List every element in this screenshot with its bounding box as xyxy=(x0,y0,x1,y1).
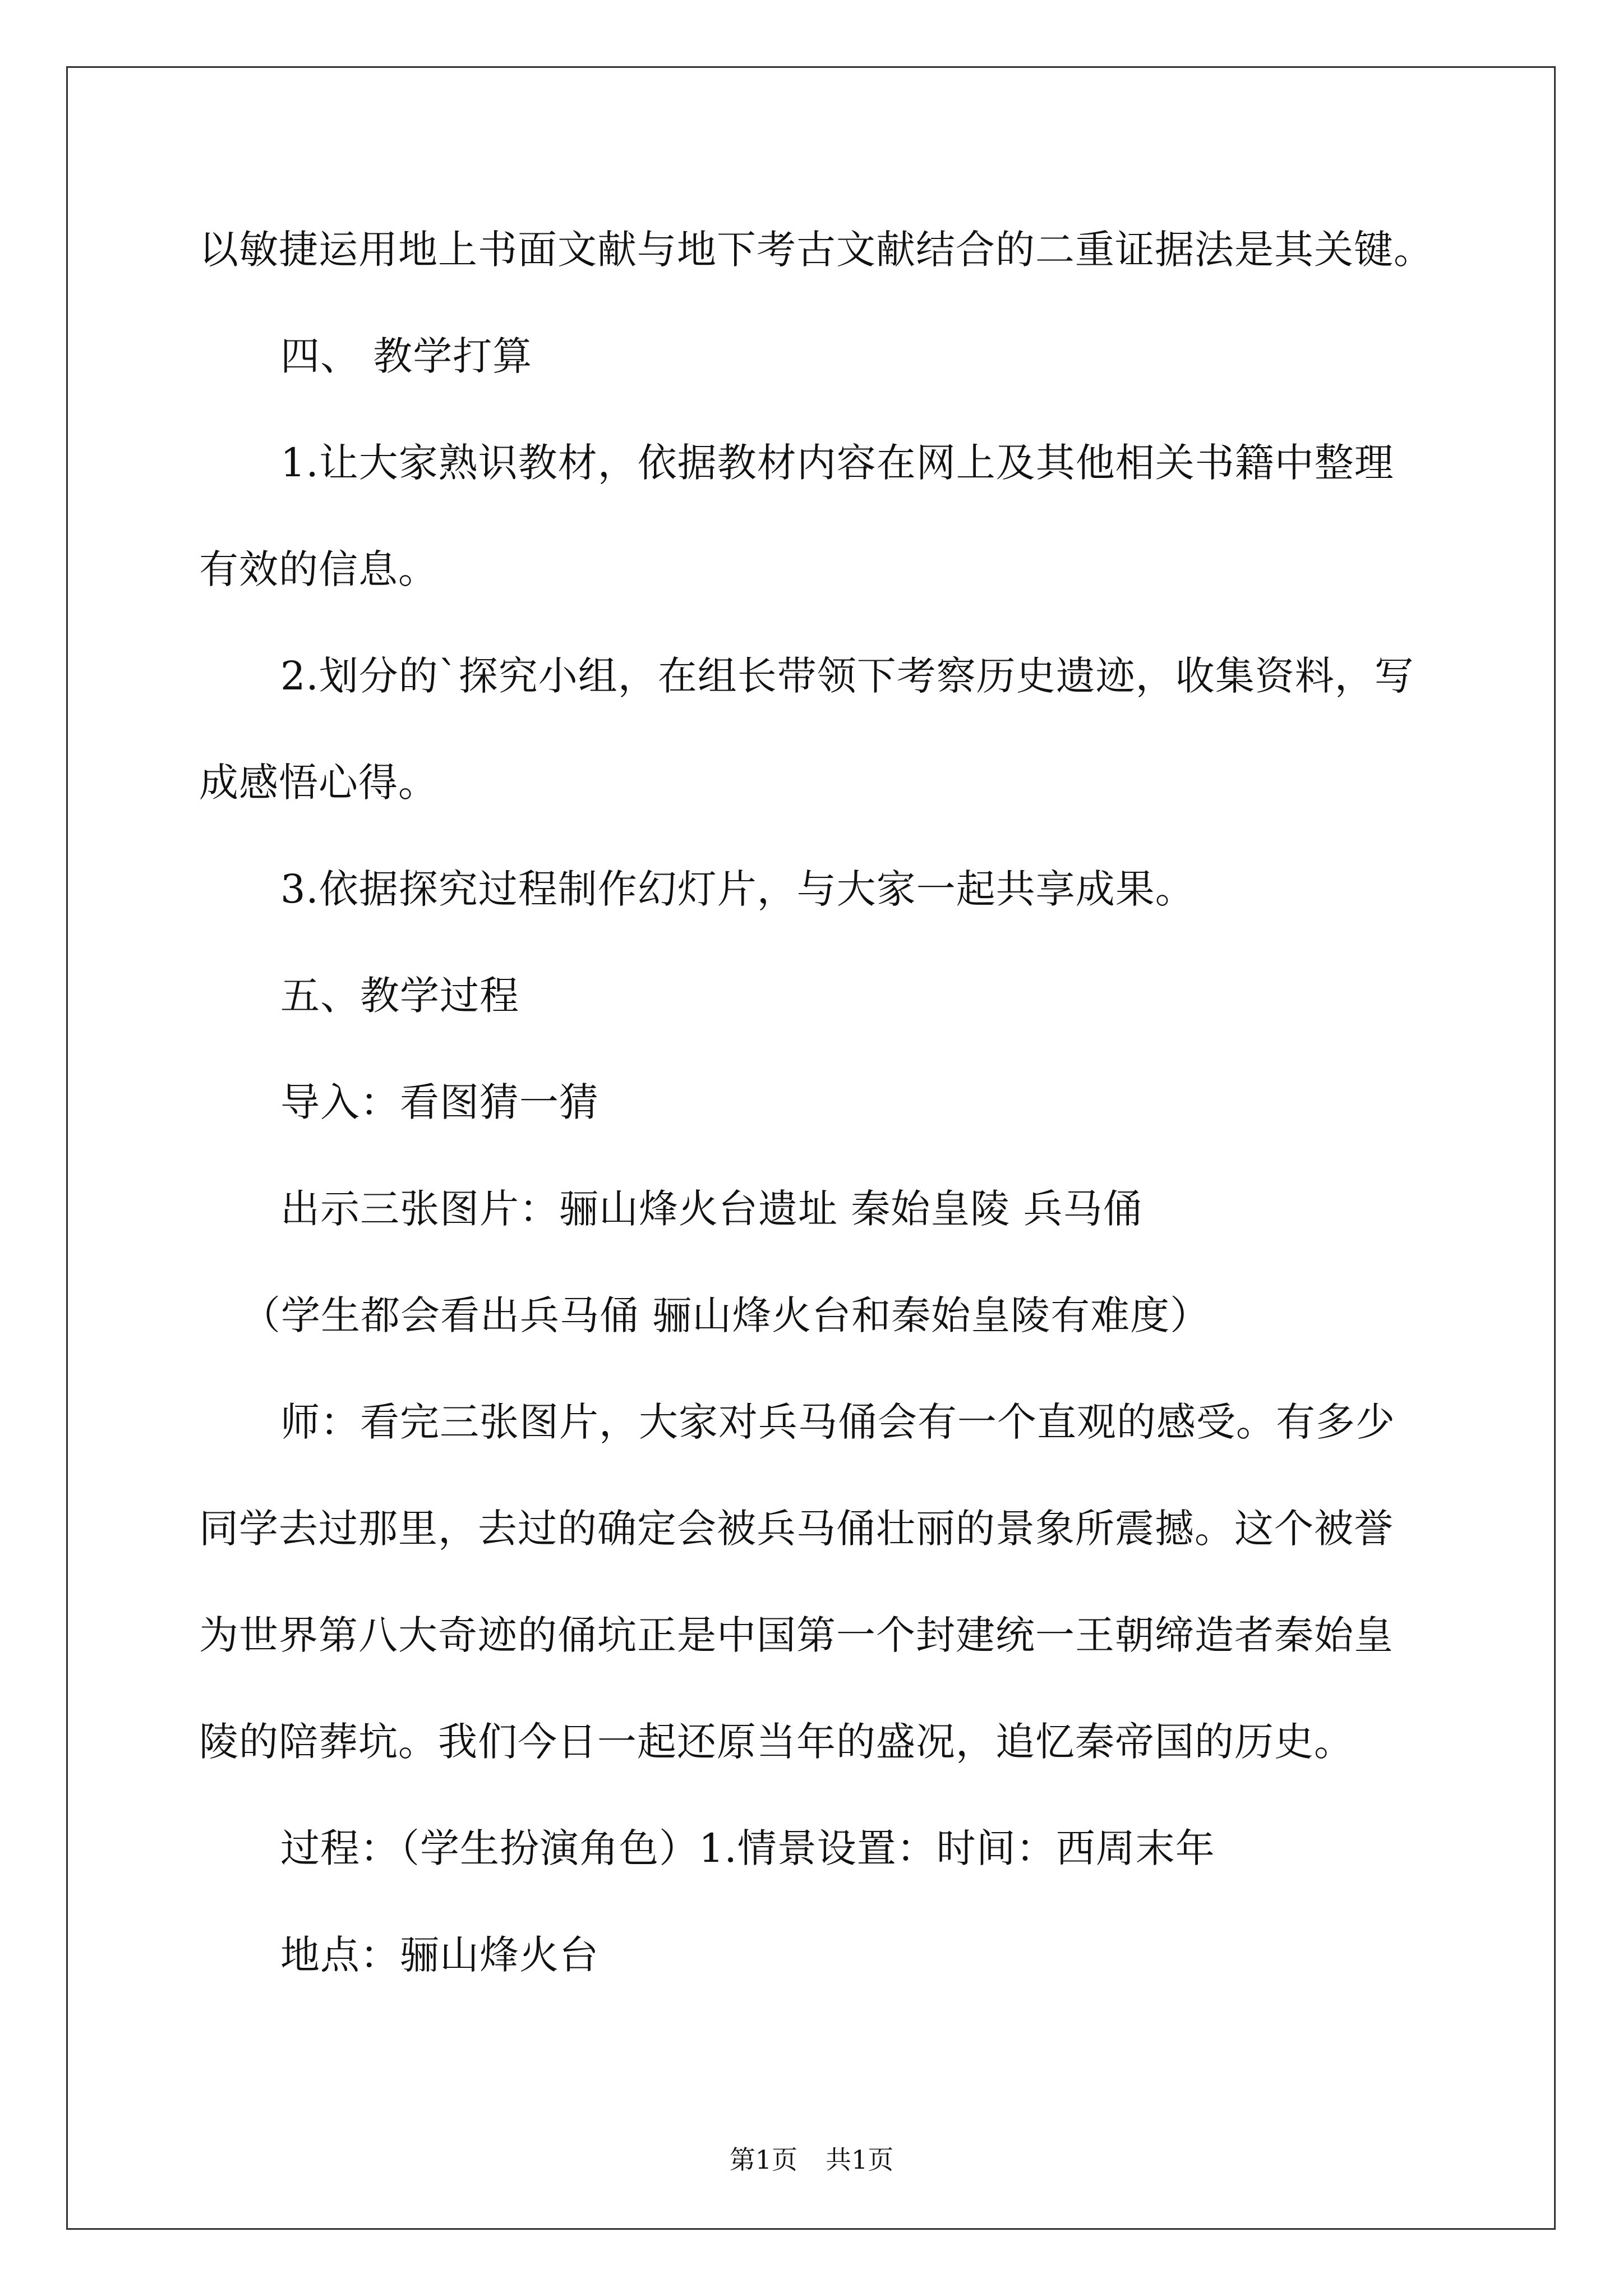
page-number-total: 共1页 xyxy=(826,2145,894,2175)
text-line-3: 1.让大家熟识教材，依据教材内容在网上及其他相关书籍中整理 xyxy=(280,440,1394,486)
text-line-9: 导入：看图猜一猜 xyxy=(280,1079,599,1125)
text-line-4: 有效的信息。 xyxy=(199,546,438,592)
text-line-14: 为世界第八大奇迹的俑坑正是中国第一个封建统一王朝缔造者秦始皇 xyxy=(199,1612,1394,1658)
text-line-10: 出示三张图片：骊山烽火台遗址 秦始皇陵 兵马俑 xyxy=(280,1186,1143,1232)
text-line-7: 3.依据探究过程制作幻灯片，与大家一起共享成果。 xyxy=(280,866,1195,912)
text-line-6: 成感悟心得。 xyxy=(199,760,438,806)
text-line-13: 同学去过那里，去过的确定会被兵马俑壮丽的景象所震撼。这个被誉 xyxy=(199,1506,1394,1552)
text-line-17: 地点：骊山烽火台 xyxy=(280,1932,599,1978)
page-frame xyxy=(66,66,1556,2230)
text-line-15: 陵的陪葬坑。我们今日一起还原当年的盛况，追忆秦帝国的历史。 xyxy=(199,1719,1354,1765)
page-number-current: 第1页 xyxy=(729,2145,797,2175)
text-line-5: 2.划分的`探究小组，在组长带领下考察历史遗迹，收集资料，写 xyxy=(280,653,1414,699)
section-heading-teaching-process: 五、教学过程 xyxy=(280,973,519,1019)
text-line-16: 过程：（学生扮演角色）1.情景设置：时间：西周末年 xyxy=(280,1825,1215,1871)
page-footer xyxy=(0,2143,1623,2177)
text-line-11: （学生都会看出兵马俑 骊山烽火台和秦始皇陵有难度） xyxy=(241,1292,1210,1338)
section-heading-teaching-plan: 四、 教学打算 xyxy=(280,333,533,379)
text-line-1: 以敏捷运用地上书面文献与地下考古文献结合的二重证据法是其关键。 xyxy=(199,227,1433,273)
text-line-12: 师：看完三张图片，大家对兵马俑会有一个直观的感受。有多少 xyxy=(280,1399,1395,1445)
